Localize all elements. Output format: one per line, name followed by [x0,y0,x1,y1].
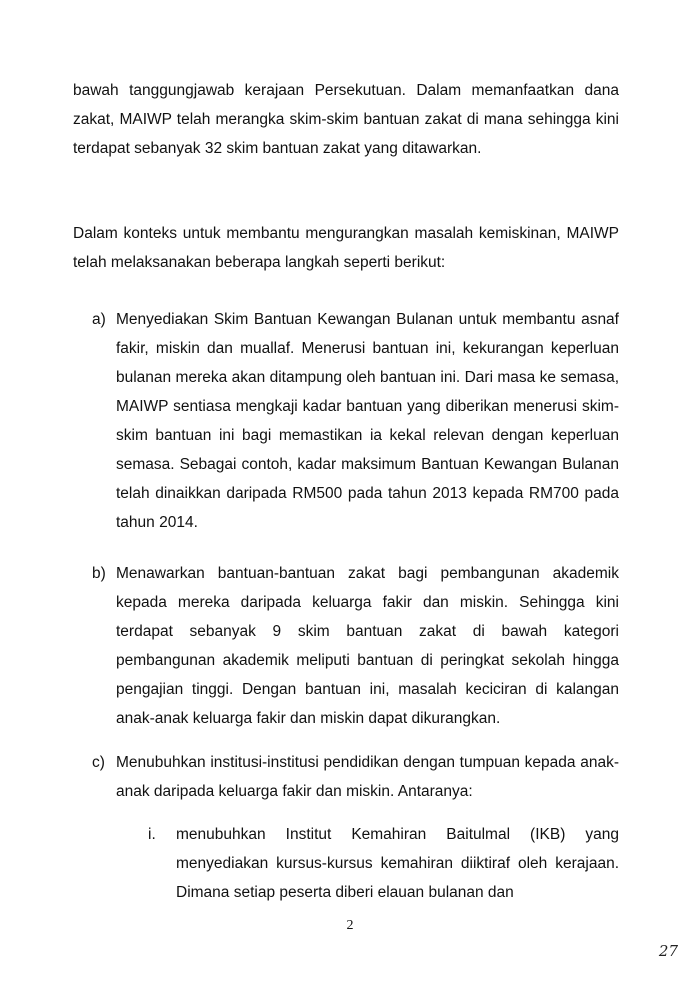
body-paragraph-1: bawah tanggungjawab kerajaan Persekutuan. Dalam memanfaatkan dana zakat, MAIWP telah merangka skim-skim bantuan zakat di mana sehingga kini terdapat sebanyak 32 skim bantuan zakat yang ditawarkan. [73,82,619,157]
sub-list-item-i [148,820,619,907]
sub-list-marker-i: i. [148,826,156,843]
list-marker-b: b) [92,565,106,582]
list-text-c: Menubuhkan institusi-institusi pendidikan dengan tumpuan kepada anak-anak daripada keluarga fakir dan miskin. Antaranya: [116,754,619,800]
list-item-a [92,305,619,537]
page-number: 2 [346,918,354,933]
list-text-a: Menyediakan Skim Bantuan Kewangan Bulanan untuk membantu asnaf fakir, miskin dan muallaf. Menerusi bantuan ini, kekurangan keperluan bulanan mereka akan ditampung oleh bantuan ini. Dari masa ke semasa, MAIWP sentiasa mengkaji kadar bantuan yang diberikan menerusi skim-skim bantuan ini bagi memastikan ia kekal relevan dengan keperluan semasa. Sebagai contoh, kadar maksimum Bantuan Kewangan Bulanan telah dinaikkan daripada RM500 pada tahun 2013 kepada RM700 pada tahun 2014. [116,311,619,531]
list-item-c [92,748,619,806]
handwritten-page-mark: 27 [658,942,678,960]
sub-list-text-i: menubuhkan Institut Kemahiran Baitulmal (IKB) yang menyediakan kursus-kursus kemahiran diiktiraf oleh kerajaan. Dimana setiap peserta diberi elauan bulanan dan [176,826,619,901]
list-item-b [92,559,619,733]
body-paragraph-2: Dalam konteks untuk membantu mengurangkan masalah kemiskinan, MAIWP telah melaksanakan beberapa langkah seperti berikut: [73,225,619,271]
list-marker-c: c) [92,754,105,771]
list-marker-a: a) [92,311,106,328]
list-text-b: Menawarkan bantuan-bantuan zakat bagi pembangunan akademik kepada mereka daripada keluarga fakir dan miskin. Sehingga kini terdapat sebanyak 9 skim bantuan zakat di bawah kategori pembangunan akademik meliputi bantuan di peringkat sekolah hingga pengajian tinggi. Dengan bantuan ini, masalah keciciran di kalangan anak-anak keluarga fakir dan miskin dapat dikurangkan. [116,565,619,727]
